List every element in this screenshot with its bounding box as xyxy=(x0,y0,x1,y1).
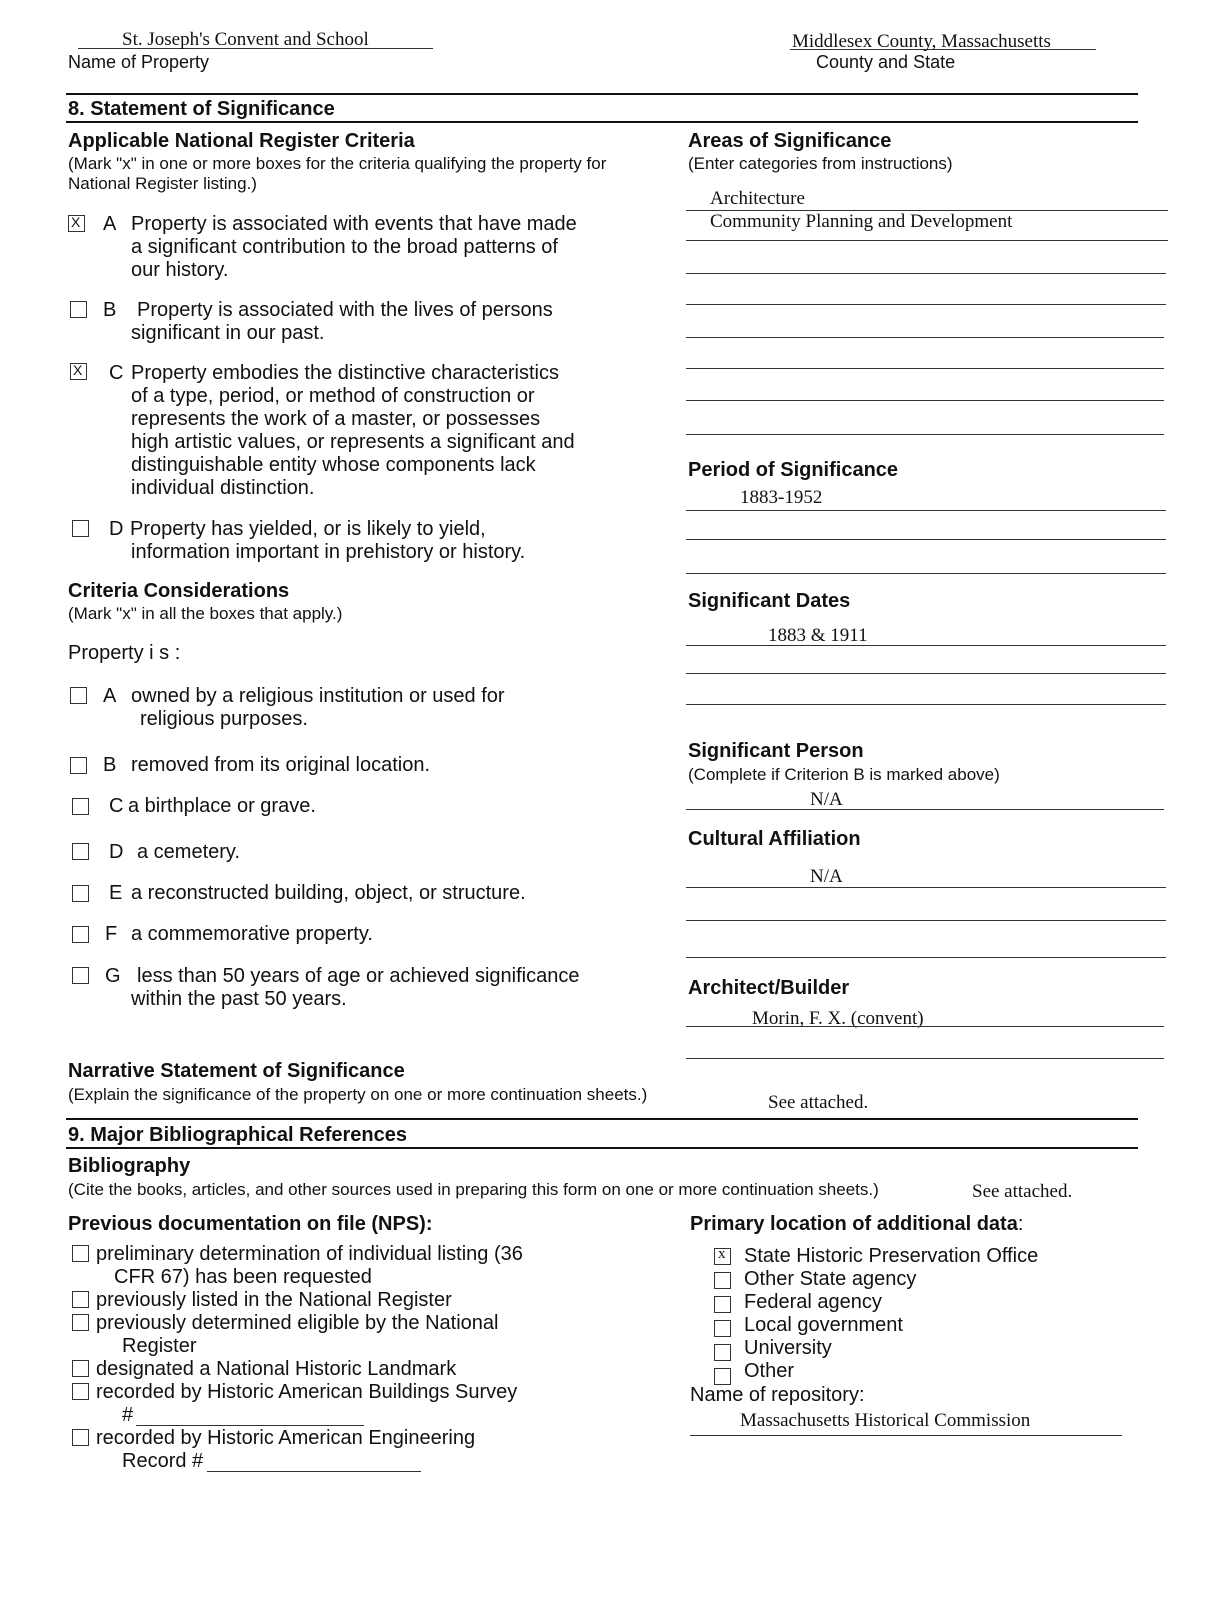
location-federal-checkbox[interactable] xyxy=(714,1296,731,1313)
consideration-a-letter: A xyxy=(103,685,117,707)
location-local-checkbox[interactable] xyxy=(714,1320,731,1337)
bibliography-instructions: (Cite the books, articles, and other sources used in preparing this form on one or more continuation sheets.) xyxy=(68,1180,879,1199)
property-name: St. Joseph's Convent and School xyxy=(122,29,369,50)
criterion-d-text-2: information important in prehistory or history. xyxy=(131,541,526,563)
criterion-c-text-4: high artistic values, or represents a significant and xyxy=(131,431,575,453)
location-other-state-checkbox[interactable] xyxy=(714,1272,731,1289)
prev-listed-checkbox[interactable] xyxy=(72,1291,89,1308)
criterion-c-text-5: distinguishable entity whose components lack xyxy=(131,454,536,476)
areas-instructions: (Enter categories from instructions) xyxy=(688,154,953,173)
criterion-a-letter: A xyxy=(103,213,117,235)
consideration-b-letter: B xyxy=(103,754,117,776)
location-other-state-text: Other State agency xyxy=(744,1268,917,1290)
criterion-d-text-1: Property has yielded, or is likely to yield, xyxy=(130,518,486,540)
consideration-d-letter: D xyxy=(109,841,124,863)
narrative-value: See attached. xyxy=(768,1092,869,1113)
considerations-title: Criteria Considerations xyxy=(68,580,290,602)
consideration-b-text: removed from its original location. xyxy=(131,754,431,776)
consideration-g-text-2: within the past 50 years. xyxy=(131,988,347,1010)
criterion-c-text-6: individual distinction. xyxy=(131,477,315,499)
consideration-c-checkbox[interactable] xyxy=(72,798,89,815)
area-community-planning: Community Planning and Development xyxy=(710,211,1013,232)
criterion-a-text-2: a significant contribution to the broad patterns of xyxy=(131,236,558,258)
criterion-b-checkbox[interactable] xyxy=(70,301,87,318)
consideration-e-checkbox[interactable] xyxy=(72,885,89,902)
repository-label: Name of repository: xyxy=(690,1384,865,1406)
areas-title: Areas of Significance xyxy=(688,130,892,152)
prev-landmark-text: designated a National Historic Landmark xyxy=(96,1358,457,1380)
consideration-e-text: a reconstructed building, object, or structure. xyxy=(131,882,526,904)
consideration-g-letter: G xyxy=(105,965,121,987)
cultural-title: Cultural Affiliation xyxy=(688,828,861,850)
criterion-c-letter: C xyxy=(109,362,124,384)
primary-location-title xyxy=(690,1213,1023,1236)
criterion-b-text-1: Property is associated with the lives of persons xyxy=(137,299,553,321)
criterion-c-text-3: represents the work of a master, or possesses xyxy=(131,408,541,430)
consideration-e-letter: E xyxy=(109,882,123,904)
location-other-checkbox[interactable] xyxy=(714,1368,731,1385)
bibliography-value: See attached. xyxy=(972,1181,1073,1202)
prev-habs-checkbox[interactable] xyxy=(72,1383,89,1400)
criterion-c-text-2: of a type, period, or method of construction or xyxy=(131,385,535,407)
consideration-f-checkbox[interactable] xyxy=(72,926,89,943)
cultural-value: N/A xyxy=(810,866,843,887)
person-value: N/A xyxy=(810,789,843,810)
prev-preliminary-text-2: CFR 67) has been requested xyxy=(114,1266,372,1288)
considerations-instructions: (Mark "x" in all the boxes that apply.) xyxy=(68,604,343,623)
narrative-title: Narrative Statement of Significance xyxy=(68,1060,405,1082)
consideration-f-text: a commemorative property. xyxy=(131,923,373,945)
prev-eligible-text-2: Register xyxy=(122,1335,197,1357)
consideration-g-text: less than 50 years of age or achieved significance xyxy=(137,965,580,987)
location-federal-text: Federal agency xyxy=(744,1291,882,1313)
county-state-label: County and State xyxy=(816,52,956,72)
architect-value: Morin, F. X. (convent) xyxy=(752,1008,924,1029)
dates-value: 1883 & 1911 xyxy=(768,625,868,646)
person-instructions: (Complete if Criterion B is marked above) xyxy=(688,765,1000,784)
period-title: Period of Significance xyxy=(688,459,899,481)
dates-title: Significant Dates xyxy=(688,590,851,612)
consideration-a-text: owned by a religious institution or used for xyxy=(131,685,505,707)
consideration-c-letter: C xyxy=(109,795,124,817)
criteria-instructions: (Mark "x" in one or more boxes for the criteria qualifying the property for National Register listing.) xyxy=(68,154,607,193)
repository-value: Massachusetts Historical Commission xyxy=(740,1410,1031,1431)
property-is-label: Property i s : xyxy=(68,642,181,664)
previous-documentation-title: Previous documentation on file (NPS): xyxy=(68,1213,433,1235)
prev-preliminary-checkbox[interactable] xyxy=(72,1245,89,1262)
prev-habs-number-label: # xyxy=(122,1404,134,1426)
prev-haer-checkbox[interactable] xyxy=(72,1429,89,1446)
consideration-f-letter: F xyxy=(105,923,118,945)
section-8-title: 8. Statement of Significance xyxy=(68,98,335,120)
location-university-text: University xyxy=(744,1337,832,1359)
criteria-title: Applicable National Register Criteria xyxy=(68,130,415,152)
primary-location-colon: : xyxy=(1017,1213,1024,1235)
primary-location-title-text: Primary location of additional data xyxy=(690,1213,1018,1235)
prev-haer-record-label: Record # xyxy=(122,1450,204,1472)
person-title: Significant Person xyxy=(688,740,864,762)
prev-preliminary-text: preliminary determination of individual listing (36 xyxy=(96,1243,523,1265)
prev-eligible-text: previously determined eligible by the National xyxy=(96,1312,499,1334)
criterion-a-checkbox[interactable] xyxy=(68,215,85,232)
location-shpo-text: State Historic Preservation Office xyxy=(744,1245,1039,1267)
county-state: Middlesex County, Massachusetts xyxy=(792,31,1051,52)
criterion-b-text-2: significant in our past. xyxy=(131,322,325,344)
criterion-d-checkbox[interactable] xyxy=(72,520,89,537)
bibliography-title: Bibliography xyxy=(68,1155,191,1177)
narrative-instructions: (Explain the significance of the property on one or more continuation sheets.) xyxy=(68,1085,648,1104)
consideration-d-text: a cemetery. xyxy=(137,841,240,863)
location-local-text: Local government xyxy=(744,1314,903,1336)
prev-landmark-checkbox[interactable] xyxy=(72,1360,89,1377)
period-value: 1883-1952 xyxy=(740,487,823,508)
architect-title: Architect/Builder xyxy=(688,977,850,999)
prev-eligible-checkbox[interactable] xyxy=(72,1314,89,1331)
criterion-d-letter: D xyxy=(109,518,124,540)
criterion-a-text-1: Property is associated with events that have made xyxy=(131,213,577,235)
prev-habs-text: recorded by Historic American Buildings Survey xyxy=(96,1381,518,1403)
location-other-text: Other xyxy=(744,1360,795,1382)
consideration-g-checkbox[interactable] xyxy=(72,967,89,984)
consideration-a-checkbox[interactable] xyxy=(70,687,87,704)
prev-haer-text: recorded by Historic American Engineering xyxy=(96,1427,476,1449)
prev-listed-text: previously listed in the National Register xyxy=(96,1289,452,1311)
consideration-d-checkbox[interactable] xyxy=(72,843,89,860)
consideration-c-text: a birthplace or grave. xyxy=(128,795,316,817)
criterion-b-letter: B xyxy=(103,299,117,321)
location-shpo-checkbox[interactable] xyxy=(714,1248,731,1265)
consideration-b-checkbox[interactable] xyxy=(70,757,87,774)
property-name-label: Name of Property xyxy=(68,52,210,72)
criterion-a-text-3: our history. xyxy=(131,259,229,281)
section-9-title: 9. Major Bibliographical References xyxy=(68,1124,407,1146)
location-university-checkbox[interactable] xyxy=(714,1344,731,1361)
criterion-c-text-1: Property embodies the distinctive characteristics xyxy=(131,362,559,384)
consideration-a-text-2: religious purposes. xyxy=(140,708,308,730)
area-architecture: Architecture xyxy=(710,188,805,209)
criterion-c-checkbox[interactable] xyxy=(70,363,87,380)
